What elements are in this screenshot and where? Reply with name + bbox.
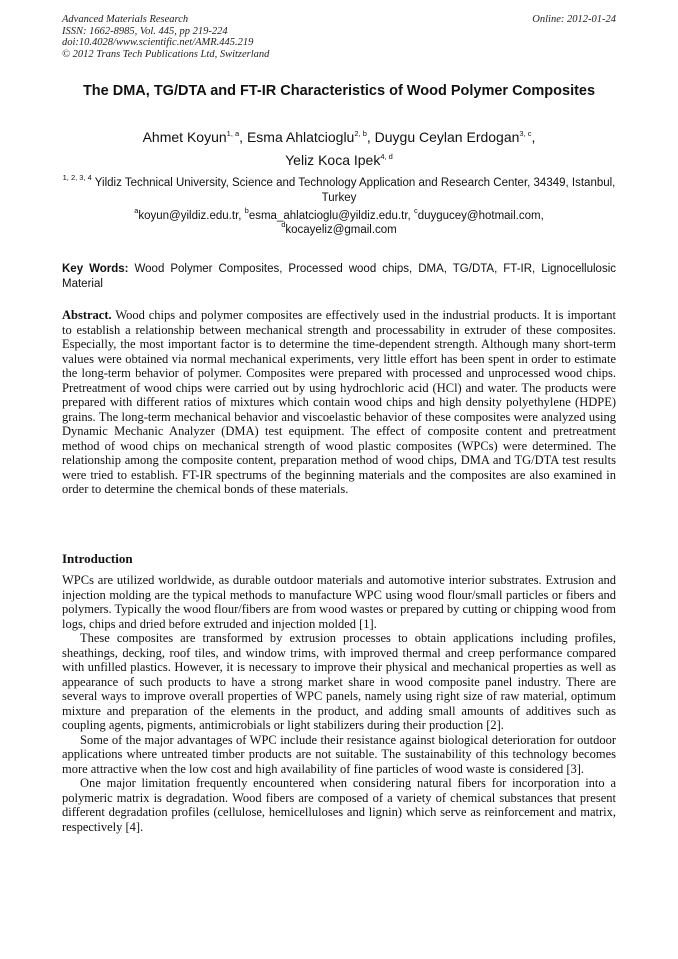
introduction-body (62, 573, 616, 834)
email: $^a$koyun@yildiz.edu.tr, (134, 206, 245, 222)
paragraph: Some of the major advantages of WPC include their resistance against biological deterioration for outdoor applications where untreated timber products are not suitable. The sustainability of this technology becomes more attractive when the low cost and high availability of fine particles of wood waste is considered [3]. (62, 732, 616, 776)
email: $^d$kocayeliz@gmail.com (281, 220, 397, 236)
abstract (62, 308, 616, 497)
abstract-text: Wood chips and polymer composites are effectively used in the industrial products. It is important to establish a relationship between mechanical strength and processability in extruder of these composites. Especially, the most important factor is to determine the time-dependent strength. Although many short-term values were obtained via normal mechanical experiments, very little effort has been spent in order to estimate the long-term behavior of polymer. Composites were prepared with processed and unprocessed wood chips. Pretreatment of wood chips were carried out by using hydrochloric acid (HCl) and water. The products were prepared with different ratios of mixtures which contain wood chips and high density polyethylene (HDPE) grains. The long-term mechanical behavior and viscoelastic behavior of these composites were analyzed using Dynamic Mechanic Analyzer (DMA) test equipment. The effect of composite content and pretreatment method of wood chips on mechanical strength of wood plastic composites (WPCs) were determined. The relationship among the composite content, preparation method of wood chips, DMA and TG/DTA test results were tried to establish. FT-IR spectrums of the beginning materials and the composites are also examined in order to determine the chemical bonds of these materials. (62, 308, 616, 496)
journal-header (62, 14, 616, 60)
online-date: Online: 2012-01-24 (532, 14, 616, 25)
email-list (62, 206, 616, 237)
journal-name: Advanced Materials Research (62, 14, 189, 25)
author: Duygu Ceylan Erdogan$^{3, c}$, (374, 129, 536, 145)
abstract-label: Abstract. (62, 308, 112, 322)
paragraph: One major limitation frequently encountered when considering natural fibers for incorporation into a polymeric matrix is degradation. Wood fibers are composed of a variety of chemical substances that present different degradation profiles (cellulose, hemicelluloses and lignin) which serve as reinforcement and matrix, respectively [4]. (62, 776, 616, 834)
affiliation: $^{1, 2, 3, 4}$ Yildiz Technical University, Science and Technology Application and Research Center, 34349, Istanbul, Turkey (62, 173, 616, 204)
author: Ahmet Koyun$^{1, a}$, (142, 129, 247, 145)
email: $^c$duygucey@hotmail.com, (413, 206, 544, 222)
email: $^b$esma_ahlatcioglu@yildiz.edu.tr, (244, 206, 414, 222)
author: Esma Ahlatcioglu$^{2, b}$, (246, 129, 375, 145)
paragraph: WPCs are utilized worldwide, as durable outdoor materials and automotive interior substrates. Extrusion and injection molding are the typical methods to manufacture WPC using wood flour/small particles or fibers and polymers. Typically the wood flour/fibers are from wood wastes or prepared by cutting or chipping wood from logs, chips and dried before extruded and injection molded [1]. (62, 573, 616, 631)
paragraph: These composites are transformed by extrusion processes to obtain applications including profiles, sheathings, decking, roof tiles, and window trims, with improved thermal and creep performance compared with unfilled plastics. However, it is necessary to improve their physical and mechanical properties as well as appearance of such products to have a strong market share in wood composite panel industry. There are several ways to improve overall properties of WPC panels, namely using right size of raw material, optimum mixture and preparation of the elements in the product, and adding small amounts of additives such as coupling agents, pigments, antimicrobials or light stabilizers during their production [2]. (62, 631, 616, 732)
keywords (62, 262, 616, 291)
keywords-text: Wood Polymer Composites, Processed wood chips, DMA, TG/DTA, FT-IR, Lignocellulosic Material (62, 263, 616, 290)
issn-line: ISSN: 1662-8985, Vol. 445, pp 219-224 (62, 25, 228, 37)
doi-line: doi:10.4028/www.scientific.net/AMR.445.219 (62, 37, 254, 48)
copyright-line: © 2012 Trans Tech Publications Ltd, Switzerland (62, 48, 270, 60)
paper-title: The DMA, TG/DTA and FT-IR Characteristics of Wood Polymer Composites (82, 83, 596, 99)
keywords-label: Key Words: (62, 263, 129, 275)
author-list (62, 126, 616, 172)
section-heading: Introduction (62, 551, 133, 566)
author: Yeliz Koca Ipek$^{4, d}$ (285, 152, 393, 168)
